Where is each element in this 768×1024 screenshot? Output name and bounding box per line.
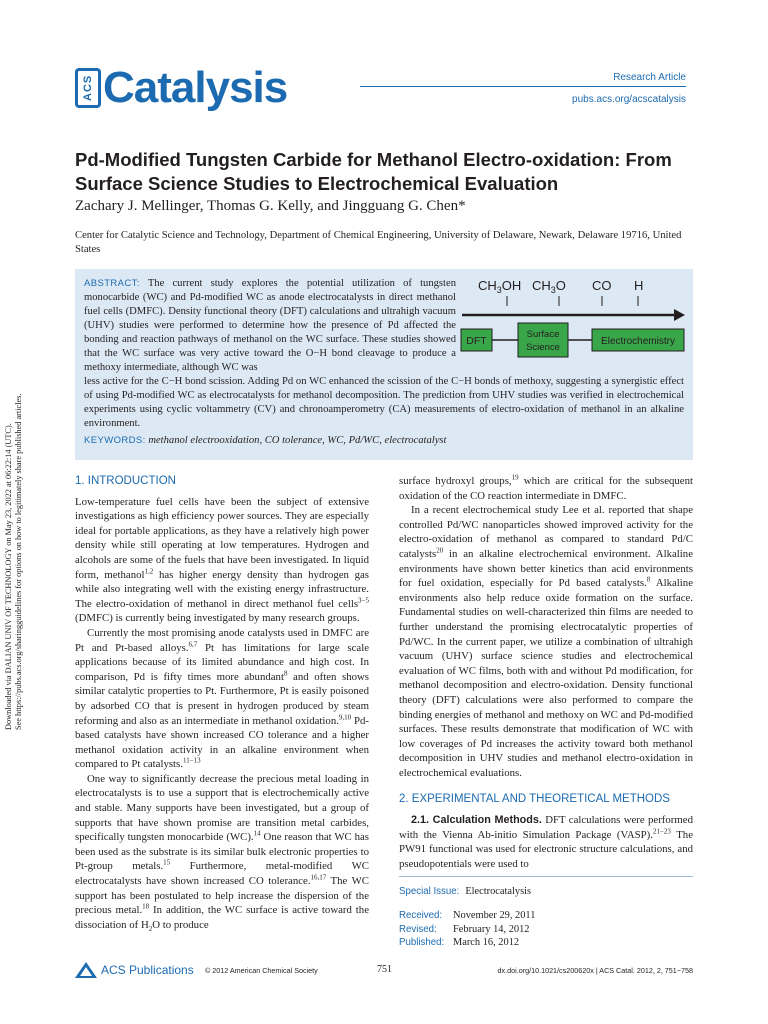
- intro-paragraph-5: In a recent electrochemical study Lee et al. reported that shape controlled Pd/WC nanoparticles showed improved activity for the electro-oxidation of methanol as compared to standard Pd/C catalysts$^{20}$ in an alkaline electrochemical environment. Alkaline environments have shown better kinetics than acid environments for fuel oxidation, especially for Pd based catalysts.$^8$ Alkaline environments also help reduce oxide formation on the surface. Fundamental studies on well-characterized thin films are needed to further understand the promising electrocatalytic properties of Pd/WC. In the current paper, we utilize a combination of ultrahigh vacuum (UHV) surface science studies and electrochemical evaluation of WC films, both with and without Pd modification, for methanol decomposition and electro-oxidation. Density functional theory (DFT) calculations were also performed to compare the binding energies of methanol and methoxy on WC and Pd-modified surfaces. These results demonstrate that modification of WC with low coverages of Pd increases the activity toward both methanol decomposition in UHV studies and methanol electro-oxidation in electrochemical evaluations.: [399, 504, 693, 779]
- download-notice: [4, 310, 24, 730]
- intro-paragraph-1: Low-temperature fuel cells have been the subject of extensive investigations as high efficiency power sources. They are especially ideal for portable applications, as they have a relatively high power density while still operating at low temperatures. Hydrogen and alcohols are some of the fuels that have been investigated. In liquid form, methanol$^{1,2}$ has higher energy density than hydrogen gas while also integrating well with the existing energy infrastructure. The electro-oxidation of methanol in direct methanol fuel cells$^{3-5}$ (DMFC) is currently being investigated by many research groups.: [75, 495, 369, 625]
- revised-label: Revised:: [399, 923, 437, 935]
- journal-logo-word: Catalysis: [103, 63, 288, 112]
- toc-species-co: CO: [592, 278, 612, 293]
- author-list: Zachary J. Mellinger, Thomas G. Kelly, and Jingguang G. Chen*: [75, 198, 466, 214]
- toc-species-ch3oh: $CH_3OH$: [478, 278, 522, 295]
- keywords-label: KEYWORDS:: [84, 435, 146, 446]
- publisher-mark-icon: [75, 962, 97, 978]
- toc-box-electro-label: Electrochemistry: [601, 336, 675, 347]
- download-notice-line2: See https://pubs.acs.org/sharingguidelines for options on how to legitimately share published articles.: [14, 393, 23, 730]
- special-issue-value: Electrocatalysis: [465, 886, 532, 897]
- publisher-logo: [75, 962, 194, 978]
- toc-species-ch3o: $CH_3O$: [532, 278, 566, 295]
- received-label: Received:: [399, 909, 443, 921]
- article-type: Research Article: [613, 72, 686, 83]
- toc-box-dft-label: DFT: [466, 335, 487, 347]
- article-title: Pd-Modified Tungsten Carbide for Methanol Electro-oxidation: From Surface Science Studies to Electrochemical Evaluation: [75, 149, 672, 194]
- download-notice-line1: Downloaded via DALIAN UNIV OF TECHNOLOGY on May 23, 2022 at 06:22:14 (UTC).: [4, 423, 13, 730]
- toc-graphic-svg: [460, 274, 686, 368]
- toc-species-h: H: [634, 278, 644, 293]
- affiliation: Center for Catalytic Science and Technology, Department of Chemical Engineering, University of Delaware, Newark, Delaware 19716, United States: [75, 230, 682, 255]
- toc-arrow-head: [674, 309, 685, 321]
- journal-logo: [75, 65, 287, 111]
- abstract-text-part2: less active for the C−H bond scission. Adding Pd on WC enhanced the scission of the C−H bonds of methoxy, suggesting a synergistic effect of using Pd-modified WC as electrocatalysts for methanol decomposition. The prediction from UHV studies was verified in electrochemical experiments using cyclic voltammetry (CV) and chronoamperometry (CA) measurements of electro-oxidation of methanol in an alkaline environment.: [84, 376, 684, 429]
- published-label: Published:: [399, 937, 445, 949]
- toc-box-surface-line1: Surface: [526, 329, 560, 340]
- section-heading-methods: 2. EXPERIMENTAL AND THEORETICAL METHODS: [399, 793, 670, 806]
- publication-metadata: [399, 876, 693, 950]
- doi-citation[interactable]: dx.doi.org/10.1021/cs200620x | ACS Catal. 2012, 2, 751−758: [497, 966, 693, 975]
- published-date: March 16, 2012: [453, 937, 520, 949]
- toc-graphic: [460, 274, 686, 368]
- right-column: [399, 474, 693, 871]
- keywords: [84, 435, 684, 446]
- copyright: © 2012 American Chemical Society: [205, 966, 318, 975]
- subsection-heading-calculation: 2.1. Calculation Methods.: [411, 814, 542, 827]
- abstract-label: ABSTRACT:: [84, 278, 140, 289]
- section-heading-introduction: 1. INTRODUCTION: [75, 475, 176, 487]
- intro-paragraph-4: surface hydroxyl groups,$^{19}$ which are critical for the subsequent oxidation of the CO reaction intermediate in DMFC.: [399, 473, 693, 502]
- header-rule: [360, 86, 686, 87]
- intro-paragraph-2: Currently the most promising anode catalysts used in DMFC are Pt and Pt-based alloys.$^{6,7}$ Pt has limitations for large scale applications because of its limited abundance and high cost. In comparison, Pd is fifty times more abundant$^8$ and often shows similar catalytic properties to Pt. Furthermore, Pt is easily poisoned by adsorbed CO that is present in hydrogen produced by steam reforming and also as an intermediate in methanol oxidation.$^{9,10}$ Pd-based catalysts have shown increased CO tolerance and a higher methanol oxidation activity in an alkaline environment when compared to Pt catalysts.$^{11-13}$: [75, 626, 369, 771]
- abstract-text-part1: The current study explores the potential utilization of tungsten monocarbide (WC) and Pd-modified WC as anode electrocatalysts in direct methanol fuel cells (DMFC). Density functional theory (DFT) calculations and ultrahigh vacuum (UHV) studies were performed to determine how the presence of Pd affected the bonding and reaction pathways of methanol on the WC surface. These studies showed that the WC surface was very active toward the O−H bond cleavage to produce a methoxy intermediate, although WC was: [84, 278, 457, 373]
- keywords-text: methanol electrooxidation, CO tolerance, WC, Pd/WC, electrocatalyst: [148, 435, 447, 446]
- toc-box-surface-line2: Science: [526, 342, 560, 353]
- revised-date: February 14, 2012: [453, 923, 530, 935]
- received-date: November 29, 2011: [453, 909, 536, 921]
- left-column: [75, 474, 369, 932]
- journal-url[interactable]: pubs.acs.org/acscatalysis: [572, 94, 686, 105]
- intro-paragraph-3: One way to significantly decrease the precious metal loading in electrocatalysts is to use a support that is electrochemically active and stable. Many supports have been investigated, but a group of supports that have shown promise are transition metal carbides, specifically tungsten monocarbide (WC).$^{14}$ One reason that WC has been used as the substrate is its similar bulk electronic properties to Pt-group metals.$^{15}$ Furthermore, metal-modified WC electrocatalysts have shown increased CO tolerance.$^{16,17}$ The WC support has been postulated to help increase the dispersion of the precious metal.$^{18}$ In addition, the WC surface is active toward the dissociation of $H_2O$ to produce: [75, 772, 370, 933]
- page-footer: [75, 962, 693, 982]
- page-number: 751: [377, 964, 392, 975]
- methods-paragraph-1: 2.1. Calculation Methods. DFT calculations were performed with the Vienna Ab-initio Simulation Package (VASP).$^{21-23}$ The PW91 functional was used for electronic structure calculations, and pseudopotentials were used to: [399, 814, 693, 870]
- special-issue-label: Special Issue:: [399, 886, 460, 897]
- publisher-name: ACS Publications: [101, 963, 194, 977]
- acs-logo-mark: ACS: [75, 68, 101, 108]
